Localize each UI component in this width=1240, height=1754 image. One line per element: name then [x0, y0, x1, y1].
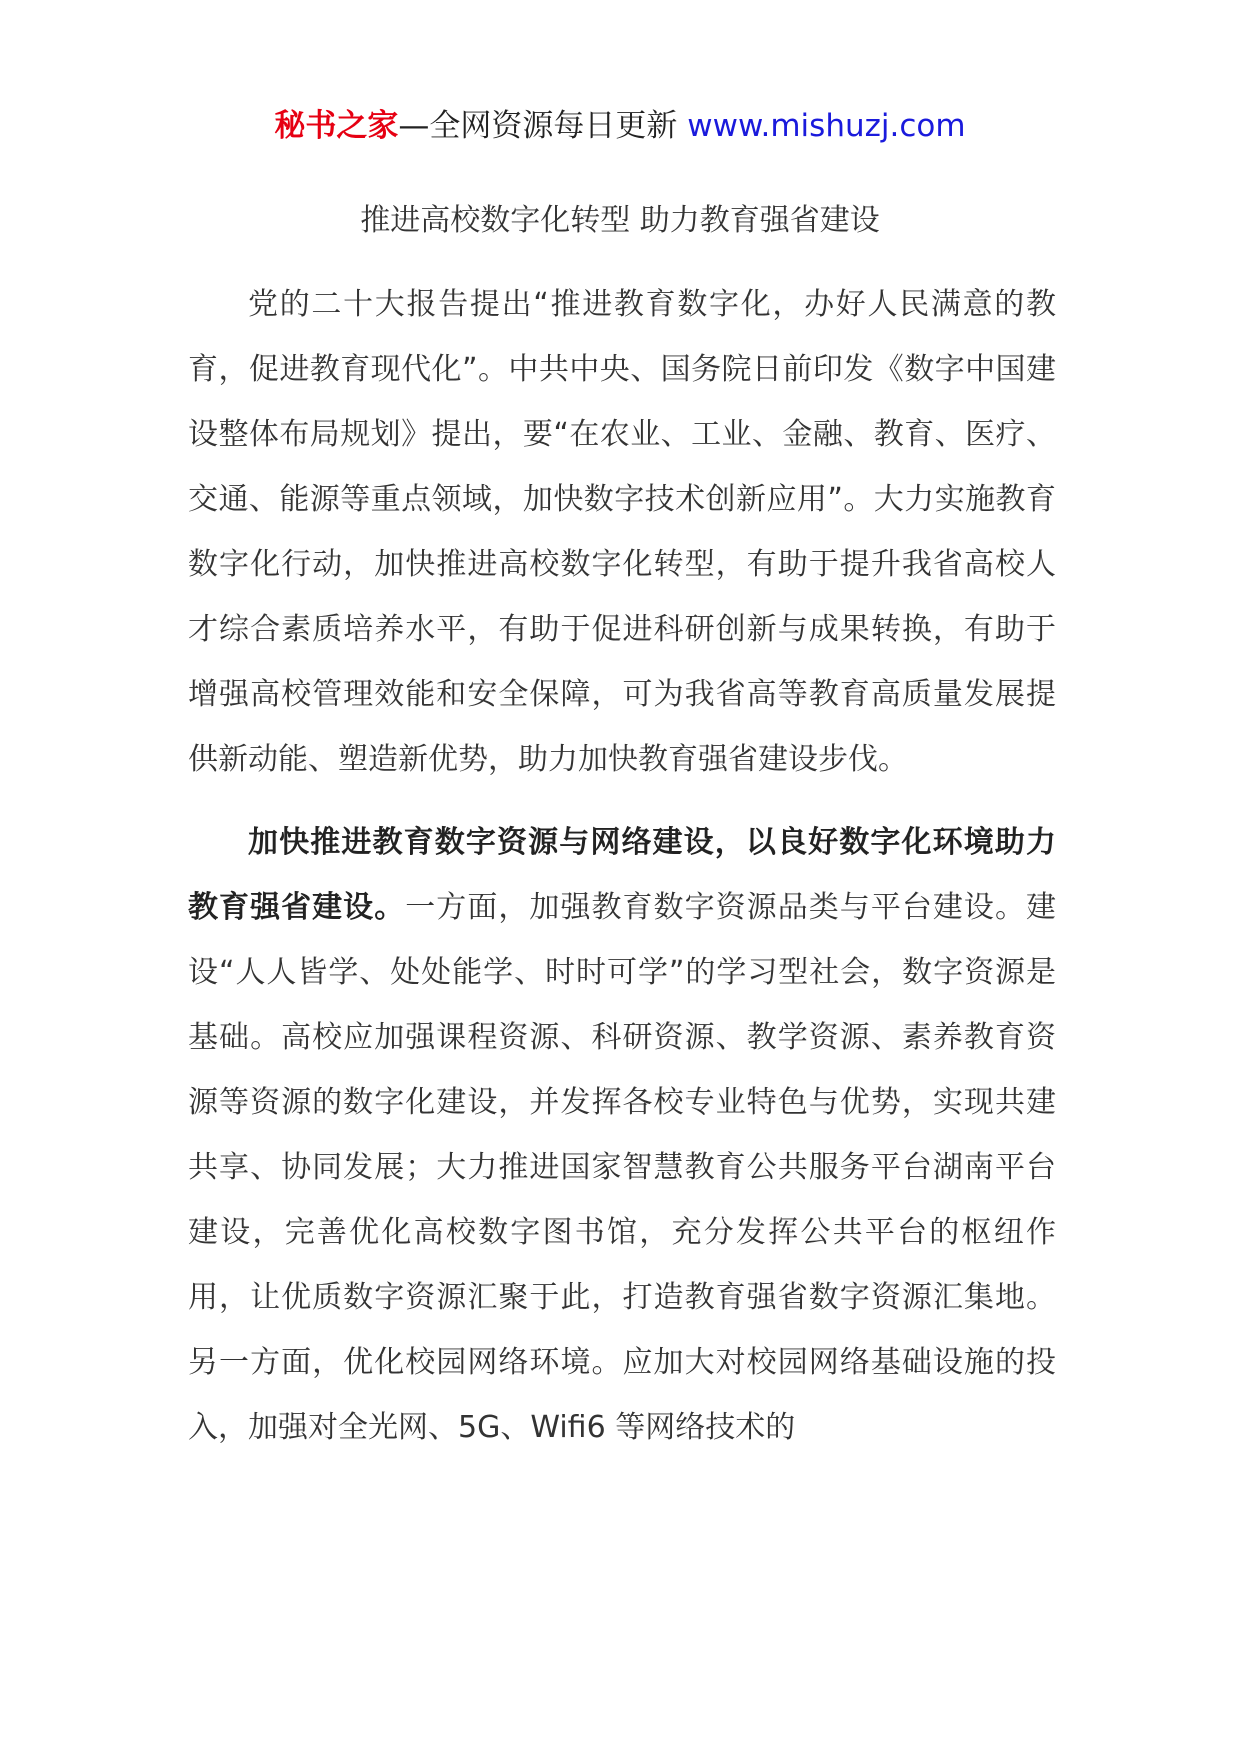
- document-body: [188, 272, 1056, 1460]
- site-brand: 秘书之家: [274, 108, 399, 144]
- paragraph-lead: 加快推进教育数字资源与网络建设，以良好数字化环境助力教育强省建设。: [188, 825, 1056, 925]
- site-url-link[interactable]: www.mishuzj.com: [687, 108, 966, 144]
- paragraph-text: 一方面，加强教育数字资源品类与平台建设。建设“人人皆学、处处能学、时时可学”的学习型社会，数字资源是基础。高校应加强课程资源、科研资源、教学资源、素养教育资源等资源的数字化建设，并发挥各校专业特色与优势，实现共建共享、协同发展；大力推进国家智慧教育公共服务平台湖南平台建设，完善优化高校数字图书馆，充分发挥公共平台的枢纽作用，让优质数字资源汇聚于此，打造教育强省数字资源汇集地。另一方面，优化校园网络环境。应加大对校园网络基础设施的投入，加强对全光网、5G、Wifi6 等网络技术的: [188, 890, 1057, 1445]
- paragraph-intro: [188, 272, 1056, 792]
- paragraph-text: 党的二十大报告提出“推进教育数字化，办好人民满意的教育，促进教育现代化”。中共中央、国务院日前印发《数字中国建设整体布局规划》提出，要“在农业、工业、金融、教育、医疗、交通、能源等重点领域，加快数字技术创新应用”。大力实施教育数字化行动，加快推进高校数字化转型，有助于提升我省高校人才综合素质培养水平，有助于促进科研创新与成果转换，有助于增强高校管理效能和安全保障，可为我省高等教育高质量发展提供新动能、塑造新优势，助力加快教育强省建设步伐。: [188, 287, 1056, 777]
- document-title: 推进高校数字化转型 助力教育强省建设: [360, 203, 880, 238]
- site-tagline: —全网资源每日更新: [398, 108, 678, 144]
- site-header: [0, 104, 1240, 148]
- paragraph-digital-resources: [188, 810, 1056, 1460]
